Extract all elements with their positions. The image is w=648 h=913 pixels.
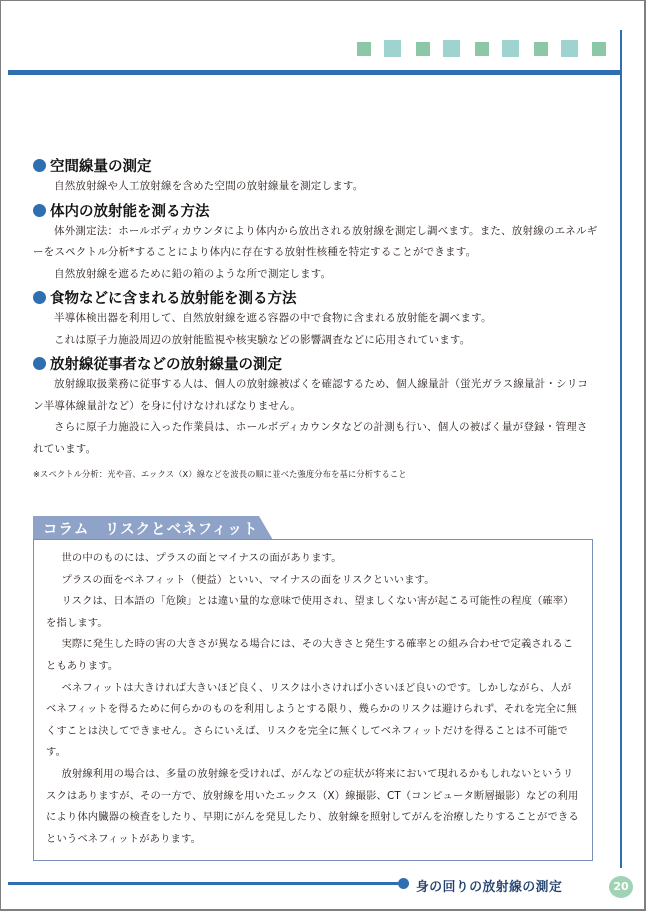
column-paragraph: ベネフィットは大きければ大きいほど良く、リスクは小さければ小さいほど良いのです。しかしながら、人がベネフィットを得るために何らかのものを利用しようとする限り、幾らかのリスクは避けられず、それを完全に無くすことは決してできません。さらにいえば、リスクを完全に無くしてベネフィットだけを得ることは不可能です。 [46, 681, 577, 759]
column-title-tab [33, 516, 273, 540]
section-food-radioactivity [33, 287, 598, 351]
column-paragraph: リスクは、日本語の「危険」とは違い量的な意味で使用され、望ましくない害が起こる可能性の程度（確率）を指します。 [46, 595, 574, 629]
section-heading [33, 287, 598, 308]
column-paragraph: 放射線利用の場合は、多量の放射線を受ければ、がんなどの症状が将来において現れるかもしれないというリスクはありますが、その一方で、放射線を用いたエックス（X）線撮影、CT（コンピュータ断層撮影）などの利用により体内臓器の検査をしたり、早期にがんを発見したり、放射線を照射してがんを治療したりすることができるというベネフィットがあります。 [46, 767, 579, 845]
column-paragraph: プラスの面をベネフィット（便益）といい、マイナスの面をリスクといいます。 [61, 573, 435, 586]
main-content [33, 153, 598, 482]
decor-square [475, 42, 489, 56]
footer-title: 身の回りの放射線の測定 [416, 880, 563, 895]
page-number: 20 [609, 876, 633, 898]
decor-square [443, 40, 460, 57]
header-rule [8, 70, 620, 75]
paragraph: これは原子力施設周辺の放射能監視や核実験などの影響調査などに応用されています。 [54, 333, 471, 346]
bullet-icon [33, 204, 46, 217]
section-heading-text: 食物などに含まれる放射能を測る方法 [50, 291, 297, 307]
paragraph: 半導体検出器を利用して、自然放射線を遮る容器の中で食物に含まれる放射能を調べます。 [54, 312, 492, 324]
paragraph: 自然放射線を遮るために鉛の箱のような所で測定します。 [54, 267, 332, 280]
bullet-icon [33, 357, 46, 370]
decor-square [357, 42, 371, 56]
section-heading-text: 放射線従事者などの放射線量の測定 [50, 357, 282, 373]
decor-square [502, 40, 519, 57]
decor-square [561, 40, 578, 57]
bullet-icon [33, 291, 46, 304]
decor-square [416, 42, 430, 56]
paragraph: 放射線取扱業務に従事する人は、個人の放射線被ばくを確認するため、個人線量計（蛍光ガラス線量計・シリコン半導体線量計など）を身に付けなければなりません。 [33, 378, 589, 412]
decor-square [384, 40, 401, 57]
footer-bullet-icon [398, 878, 409, 889]
section-heading-text: 体内の放射能を測る方法 [50, 203, 210, 220]
paragraph: 体外測定法：ホールボディカウンタにより体内から放出される放射線を測定し調べます。また、放射線のエネルギーをスペクトル分析*することにより体内に存在する放射性核種を特定することができます。 [33, 224, 598, 258]
footnote: ※スペクトル分析：光や音、エックス（X）線などを波長の順に並べた強度分布を基に分析すること [33, 469, 407, 479]
footer-rule [8, 882, 398, 885]
bullet-icon [33, 159, 46, 172]
paragraph: 自然放射線や人工放射線を含めた空間の放射線量を測定します。 [54, 180, 364, 192]
section-heading [33, 353, 598, 374]
section-ambient-dose [33, 155, 598, 198]
column-paragraph: 実際に発生した時の害の大きさが異なる場合には、その大きさと発生する確率との組み合わせで定義されることもあります。 [46, 638, 574, 672]
section-heading-text: 空間線量の測定 [50, 159, 152, 175]
decor-square [534, 42, 548, 56]
section-heading [33, 155, 598, 176]
column-text [46, 548, 581, 850]
side-rule [620, 30, 622, 868]
paragraph: さらに原子力施設に入った作業員は、ホールボディカウンタなどの計測も行い、個人の被ばく量が登録・管理されています。 [33, 421, 588, 455]
section-heading [33, 200, 598, 221]
column-paragraph: 世の中のものには、プラスの面とマイナスの面があります。 [61, 552, 342, 564]
decor-square [592, 42, 606, 56]
section-worker-dose [33, 353, 598, 460]
column-title: コラム リスクとベネフィット [43, 522, 259, 538]
section-internal-radioactivity [33, 200, 598, 286]
